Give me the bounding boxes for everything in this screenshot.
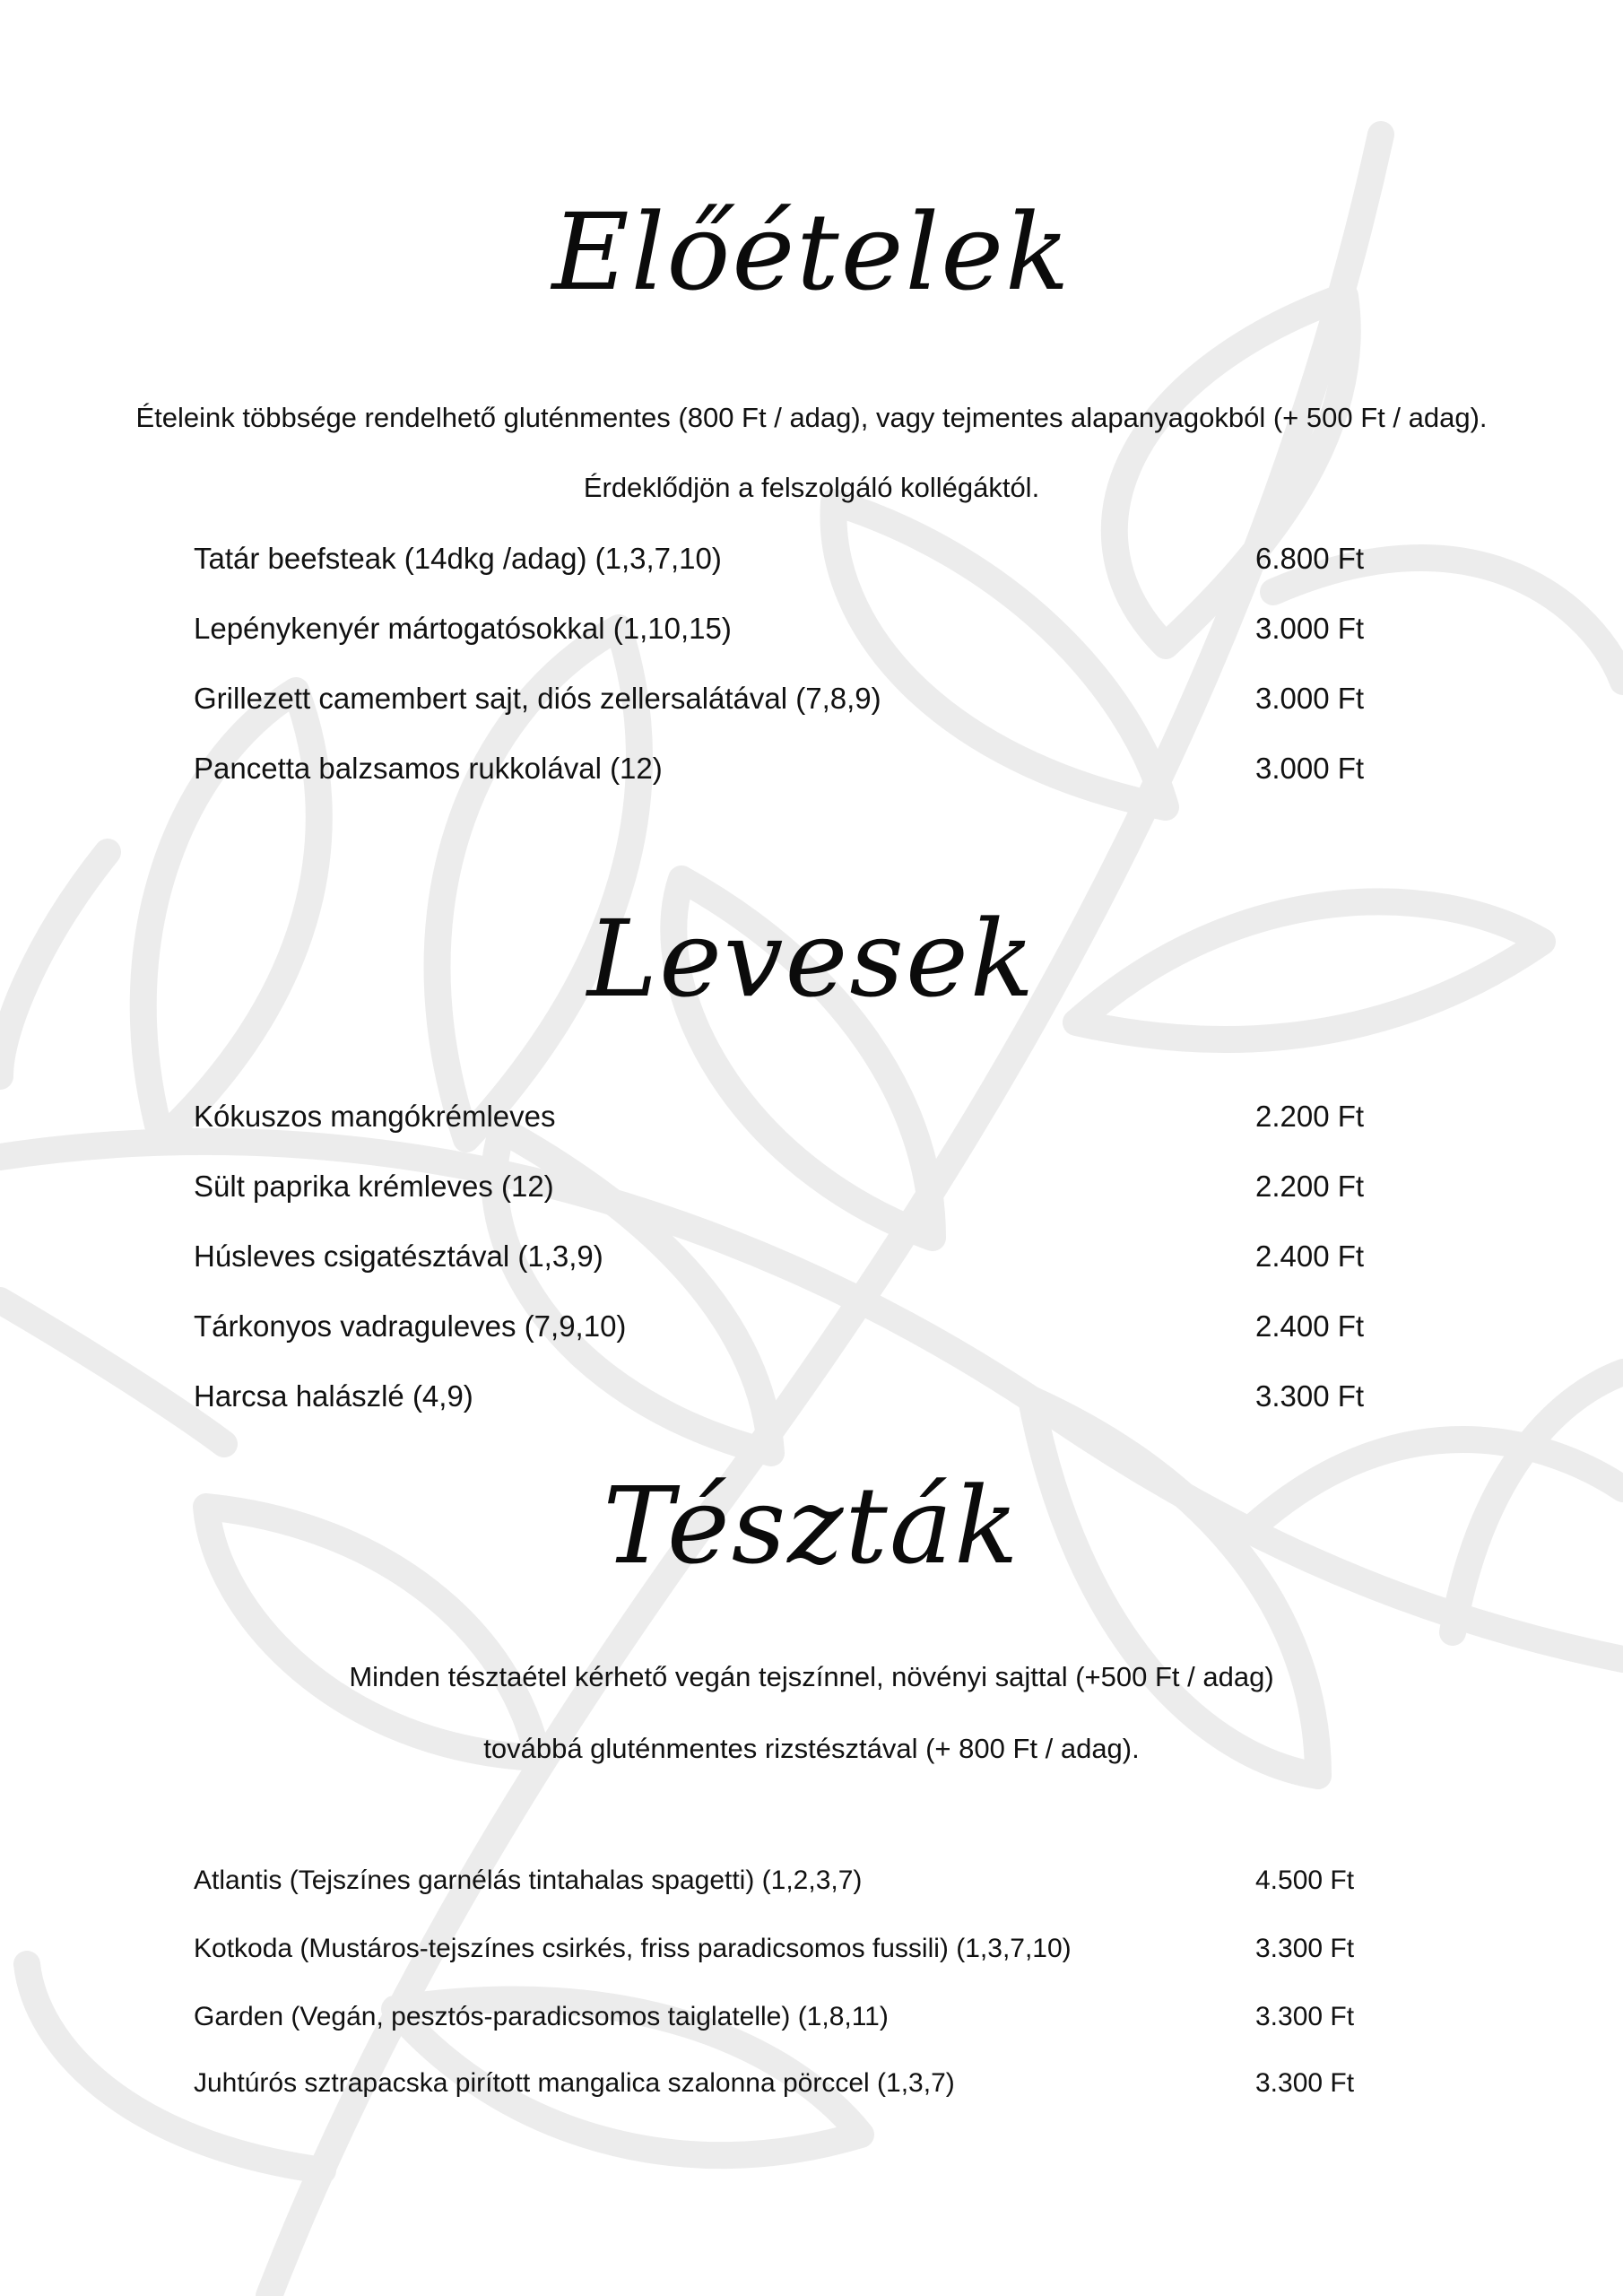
menu-item-price: 3.000 Ft xyxy=(1255,682,1365,715)
menu-item-name: Kókuszos mangókrémleves xyxy=(194,1100,556,1133)
menu-item-name: Tárkonyos vadraguleves (7,9,10) xyxy=(194,1309,627,1343)
menu-item xyxy=(194,1100,1365,1141)
menu-item xyxy=(194,1934,1359,1975)
section-note: Ételeink többsége rendelhető gluténmentes (800 Ft / adag), vagy tejmentes alapanyagokból (+ 500 Ft / adag). xyxy=(135,402,1488,433)
menu-item-price: 2.400 Ft xyxy=(1255,1239,1365,1273)
menu-item-name: Tatár beefsteak (14dkg /adag) (1,3,7,10) xyxy=(194,542,722,575)
menu-item-price: 3.300 Ft xyxy=(1255,1934,1355,1963)
menu-item xyxy=(194,682,1365,723)
menu-item-price: 2.200 Ft xyxy=(1255,1100,1365,1133)
menu-item xyxy=(194,2068,1359,2109)
menu-item xyxy=(194,1866,1359,1907)
menu-item xyxy=(194,1170,1365,1211)
menu-item-price: 2.400 Ft xyxy=(1255,1309,1365,1343)
menu-item-name: Kotkoda (Mustáros-tejszínes csirkés, friss paradicsomos fussili) (1,3,7,10) xyxy=(194,1934,1072,1963)
menu-item-name: Juhtúrós sztrapacska pirított mangalica szalonna pörccel (1,3,7) xyxy=(194,2068,955,2098)
menu-item xyxy=(194,542,1365,583)
menu-item-price: 3.000 Ft xyxy=(1255,612,1365,645)
menu-item xyxy=(194,1309,1365,1351)
menu-item-name: Pancetta balzsamos rukkolával (12) xyxy=(194,752,663,785)
section-note: Érdeklődjön a felszolgáló kollégáktól. xyxy=(583,472,1040,503)
menu-item xyxy=(194,1239,1365,1281)
menu-item-name: Lepénykenyér mártogatósokkal (1,10,15) xyxy=(194,612,732,645)
section-note: Minden tésztaétel kérhető vegán tejszínnel, növényi sajttal (+500 Ft / adag) xyxy=(349,1661,1274,1692)
menu-item-name: Atlantis (Tejszínes garnélás tintahalas spagetti) (1,2,3,7) xyxy=(194,1866,863,1895)
menu-item xyxy=(194,1379,1365,1421)
menu-item-name: Húsleves csigatésztával (1,3,9) xyxy=(194,1239,603,1273)
menu-item-name: Sült paprika krémleves (12) xyxy=(194,1170,554,1203)
menu-item-name: Garden (Vegán, pesztós-paradicsomos taiglatelle) (1,8,11) xyxy=(194,2002,889,2031)
menu-item xyxy=(194,752,1365,793)
menu-item-name: Harcsa halászlé (4,9) xyxy=(194,1379,473,1413)
menu-item-price: 3.300 Ft xyxy=(1255,1379,1365,1413)
menu-item-price: 2.200 Ft xyxy=(1255,1170,1365,1203)
menu-item-price: 3.000 Ft xyxy=(1255,752,1365,785)
menu-item-price: 3.300 Ft xyxy=(1255,2068,1355,2098)
menu-item xyxy=(194,612,1365,653)
section-title: Levesek xyxy=(586,897,1037,1021)
menu-item-price: 3.300 Ft xyxy=(1255,2002,1355,2031)
section-title: Előételek xyxy=(551,190,1072,314)
menu-item-name: Grillezett camembert sajt, diós zellersalátával (7,8,9) xyxy=(194,682,881,715)
menu-item-price: 4.500 Ft xyxy=(1255,1866,1355,1895)
menu-item xyxy=(194,2002,1359,2043)
section-note: továbbá gluténmentes rizstésztával (+ 800 Ft / adag). xyxy=(483,1733,1140,1764)
section-title: Tészták xyxy=(603,1464,1020,1587)
menu-item-price: 6.800 Ft xyxy=(1255,542,1365,575)
